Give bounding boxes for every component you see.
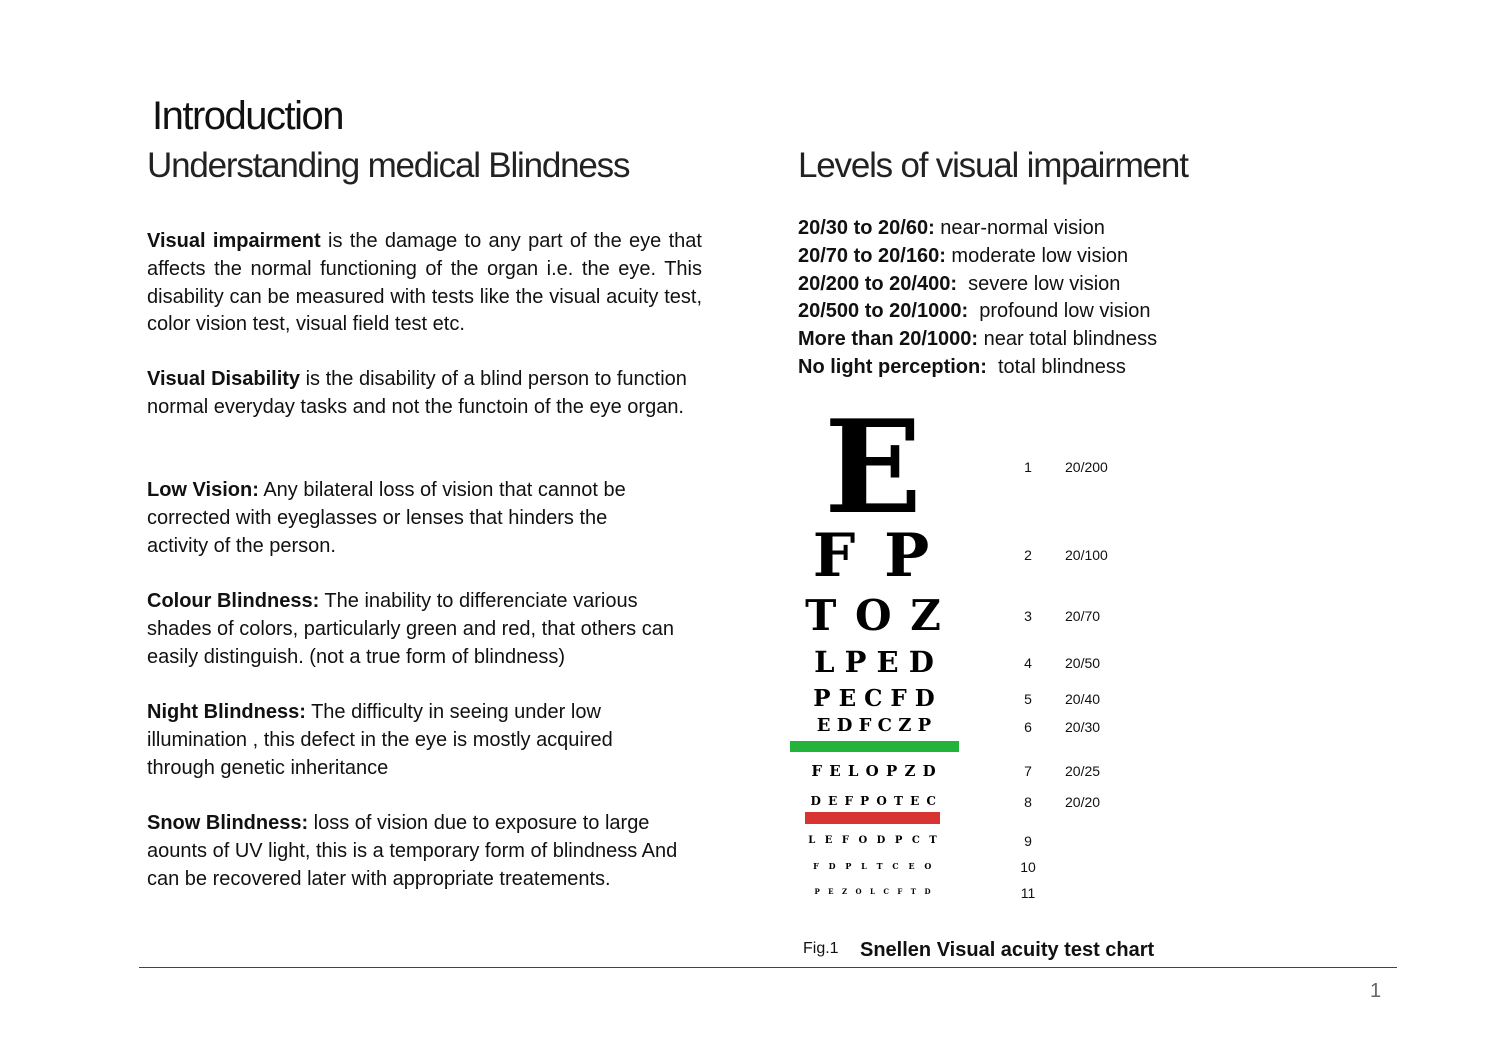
level-desc: near total blindness xyxy=(978,328,1158,351)
level-item xyxy=(798,326,1157,354)
chart-row-acuity: 20/25 xyxy=(1065,763,1101,779)
paragraph-visual-impairment xyxy=(147,228,702,339)
paragraph-low-vision xyxy=(147,477,667,560)
level-desc: near-normal vision xyxy=(934,217,1105,239)
level-desc: profound low vision xyxy=(968,300,1151,323)
chart-row-number: 4 xyxy=(1024,655,1032,671)
term: Visual impairment xyxy=(147,230,321,252)
term: Colour Blindness: xyxy=(147,590,320,612)
chart-row-letters: L E F O D P C T xyxy=(808,835,940,846)
term: Night Blindness: xyxy=(147,701,306,723)
green-line-bar xyxy=(790,741,959,752)
chart-row-acuity: 20/200 xyxy=(1065,459,1108,475)
chart-row-letters: D E F P O T E C xyxy=(810,794,938,808)
paragraph-visual-disability xyxy=(147,366,702,422)
chart-row-letters: F D P L T C E O xyxy=(813,861,935,871)
level-range: 20/200 to 20/400: xyxy=(798,272,957,295)
level-desc: moderate low vision xyxy=(945,244,1129,267)
paragraph-colour-blindness xyxy=(147,588,677,671)
left-section-title: Understanding medical Blindness xyxy=(147,146,630,185)
figure-caption: Snellen Visual acuity test chart xyxy=(860,939,1155,961)
levels-list xyxy=(798,215,1157,382)
level-item xyxy=(798,298,1157,326)
level-range: 20/70 to 20/160: xyxy=(798,244,946,267)
paragraph-night-blindness xyxy=(147,699,657,782)
definition: Any bilateral loss of vision that cannot be corrected with eyeglasses or lenses that hinders the activity of the person. xyxy=(147,479,626,557)
chart-row-number: 6 xyxy=(1024,719,1032,735)
definition: is the disability of a blind person to function normal everyday tasks and not the functoin of the eye organ. xyxy=(147,368,687,418)
chart-row-acuity: 20/30 xyxy=(1065,719,1101,735)
level-desc: total blindness xyxy=(986,355,1126,378)
level-desc: severe low vision xyxy=(957,272,1121,295)
level-range: More than 20/1000: xyxy=(798,328,979,351)
level-item xyxy=(798,243,1157,271)
chart-row-number: 1 xyxy=(1024,459,1032,475)
chart-row-letters: L P E D xyxy=(814,645,934,679)
chart-row-letters: F E L O P Z D xyxy=(811,762,937,780)
chart-row-acuity: 20/40 xyxy=(1065,691,1101,707)
chart-row-acuity: 20/70 xyxy=(1065,608,1101,624)
right-section-title: Levels of visual impairment xyxy=(798,146,1188,185)
chart-row-number: 9 xyxy=(1024,833,1032,849)
definition: is the damage to any part of the eye that affects the normal functioning of the organ i.e. the eye. This disability can be measured with tests like the visual acuity test, color vision test, visual field test etc. xyxy=(147,230,702,336)
chart-row-number: 8 xyxy=(1024,794,1032,810)
level-range: 20/30 to 20/60: xyxy=(798,217,935,239)
definition: loss of vision due to exposure to large aounts of UV light, this is a temporary form of blindness And can be recovered later with appropriate treatements. xyxy=(147,812,678,890)
chart-row-number: 5 xyxy=(1024,691,1032,707)
chart-row-number: 2 xyxy=(1024,547,1032,563)
chart-row-letters: E xyxy=(824,393,922,543)
chart-row-acuity: 20/20 xyxy=(1065,794,1101,810)
chart-row-letters: P E Z O L C F T D xyxy=(814,887,934,896)
level-item xyxy=(798,354,1157,382)
chart-row-acuity: 20/50 xyxy=(1065,655,1101,671)
level-range: 20/500 to 20/1000: xyxy=(798,300,969,323)
level-item xyxy=(798,215,1157,243)
figure-label: Fig.1 xyxy=(803,940,839,957)
chart-row-letters: E D F C Z P xyxy=(816,715,932,736)
chart-row-letters: P E C F D xyxy=(813,685,935,712)
level-range: No light perception: xyxy=(798,355,987,378)
red-line-bar xyxy=(805,812,940,824)
chart-row-number: 3 xyxy=(1024,608,1032,624)
definition: The difficulty in seeing under low illumination , this defect in the eye is mostly acquired through genetic inheritance xyxy=(147,701,613,779)
chart-row-number: 11 xyxy=(1020,885,1036,901)
chart-row-letters: F P xyxy=(812,521,934,591)
page-heading: Introduction xyxy=(152,94,344,138)
term: Low Vision: xyxy=(147,479,259,501)
level-item xyxy=(798,271,1157,299)
chart-row-letters: T O Z xyxy=(805,591,943,640)
page-number: 1 xyxy=(1370,980,1382,1002)
chart-row-acuity: 20/100 xyxy=(1065,547,1108,563)
chart-row-number: 10 xyxy=(1020,859,1036,875)
paragraph-snow-blindness xyxy=(147,810,692,893)
term: Snow Blindness: xyxy=(147,812,309,834)
chart-row-number: 7 xyxy=(1024,763,1032,779)
term: Visual Disability xyxy=(147,368,301,390)
footer-divider xyxy=(139,967,1397,968)
definition: The inability to differenciate various shades of colors, particularly green and red, that others can easily distinguish. (not a true form of blindness) xyxy=(147,590,674,668)
